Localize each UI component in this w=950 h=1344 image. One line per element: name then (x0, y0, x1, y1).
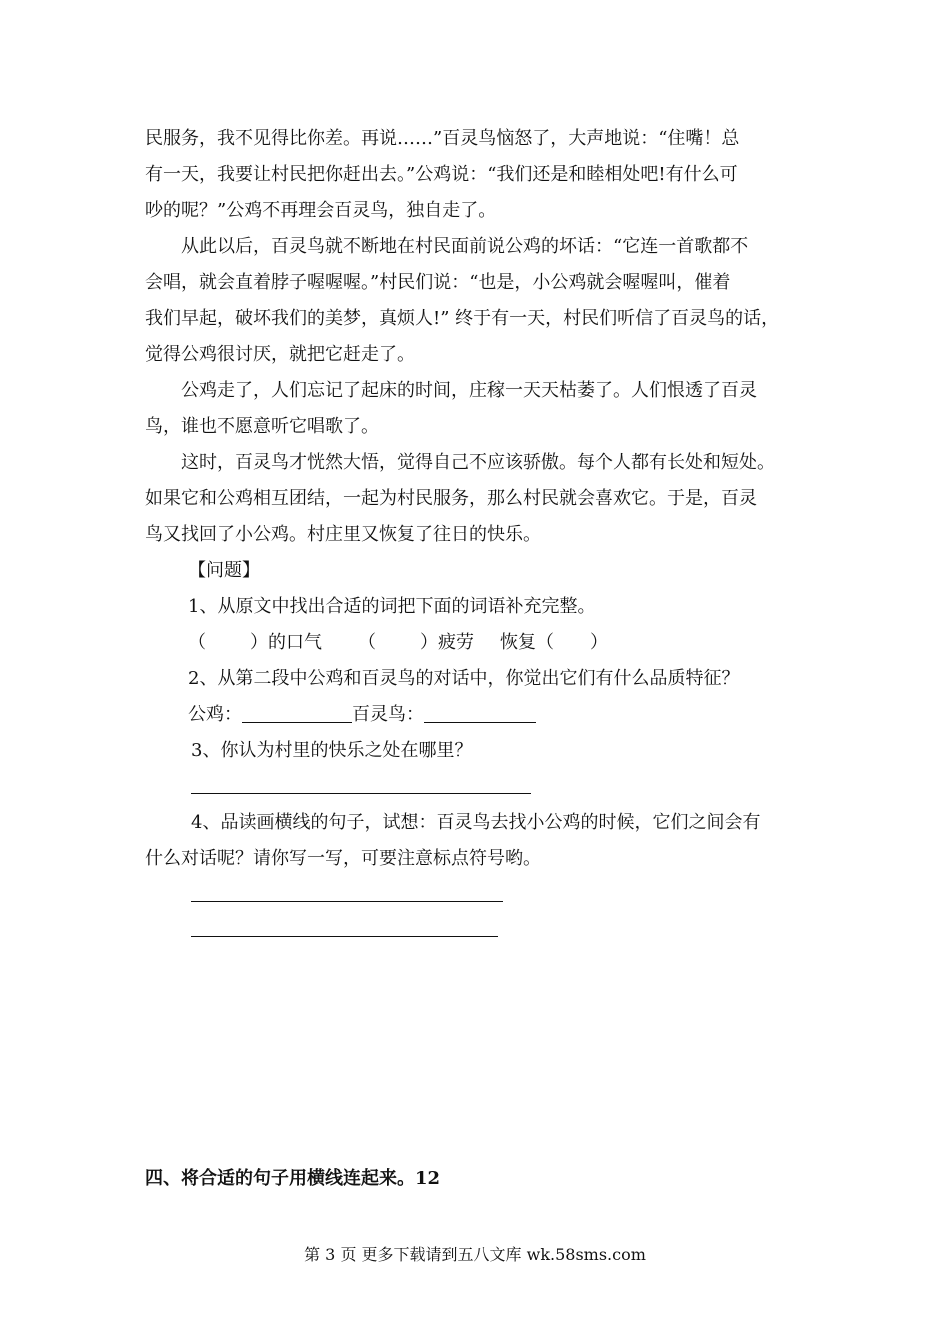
rooster-answer-blank[interactable] (242, 704, 352, 723)
passage-line: 这时，百灵鸟才恍然大悟，觉得自己不应该骄傲。每个人都有长处和短处。 (181, 452, 775, 473)
passage-line: 民服务，我不见得比你差。再说……”百灵鸟恼怒了，大声地说：“住嘴！总 (145, 128, 740, 149)
question-4-line2: 什么对话呢？请你写一写，可要注意标点符号哟。 (145, 848, 541, 869)
passage-line: 鸟，谁也不愿意听它唱歌了。 (145, 416, 379, 437)
q1-item: ）疲劳 (420, 632, 474, 653)
questions-header: 【问题】 (188, 560, 260, 581)
q1-item: 恢复（ (500, 632, 554, 653)
passage-line: 吵的呢？”公鸡不再理会百灵鸟，独自走了。 (145, 200, 497, 221)
rooster-label: 公鸡： (188, 704, 242, 725)
lark-answer-blank[interactable] (424, 704, 536, 723)
q3-answer-line[interactable] (191, 793, 531, 794)
lark-label: 百灵鸟： (352, 704, 424, 725)
question-3: 3、你认为村里的快乐之处在哪里？ (191, 740, 473, 761)
passage-line: 鸟又找回了小公鸡。村庄里又恢复了往日的快乐。 (145, 524, 541, 545)
q1-item: ）的口气 (250, 632, 322, 653)
q1-item: （ (358, 632, 376, 653)
q4-answer-line[interactable] (191, 936, 498, 937)
q4-answer-line[interactable] (191, 901, 503, 902)
passage-line: 有一天，我要让村民把你赶出去。”公鸡说：“我们还是和睦相处吧!有什么可 (145, 164, 738, 185)
question-1: 1、从原文中找出合适的词把下面的词语补充完整。 (188, 596, 596, 617)
question-1-items (188, 631, 608, 655)
passage-line: 觉得公鸡很讨厌，就把它赶走了。 (145, 344, 415, 365)
passage-line: 如果它和公鸡相互团结，一起为村民服务，那么村民就会喜欢它。于是，百灵 (145, 488, 757, 509)
passage-line: 公鸡走了，人们忘记了起床的时间，庄稼一天天枯萎了。人们恨透了百灵 (181, 380, 757, 401)
passage-line: 我们早起，破坏我们的美梦，真烦人!” 终于有一天，村民们听信了百灵鸟的话， (145, 308, 780, 329)
q1-item: ） (590, 632, 608, 653)
passage-line: 从此以后，百灵鸟就不断地在村民面前说公鸡的坏话：“它连一首歌都不 (181, 236, 749, 257)
page-footer: 第 3 页 更多下载请到五八文库 wk.58sms.com (304, 1245, 646, 1264)
question-2: 2、从第二段中公鸡和百灵鸟的对话中，你觉出它们有什么品质特征？ (188, 668, 740, 689)
passage-line: 会唱，就会直着脖子喔喔喔。”村民们说：“也是，小公鸡就会喔喔叫，催着 (145, 272, 731, 293)
section-4-heading: 四、将合适的句子用横线连起来。12 (145, 1168, 441, 1189)
question-2-answers (188, 703, 536, 727)
question-4-line1: 4、品读画横线的句子，试想：百灵鸟去找小公鸡的时候，它们之间会有 (191, 812, 761, 833)
q1-item: （ (188, 632, 206, 653)
